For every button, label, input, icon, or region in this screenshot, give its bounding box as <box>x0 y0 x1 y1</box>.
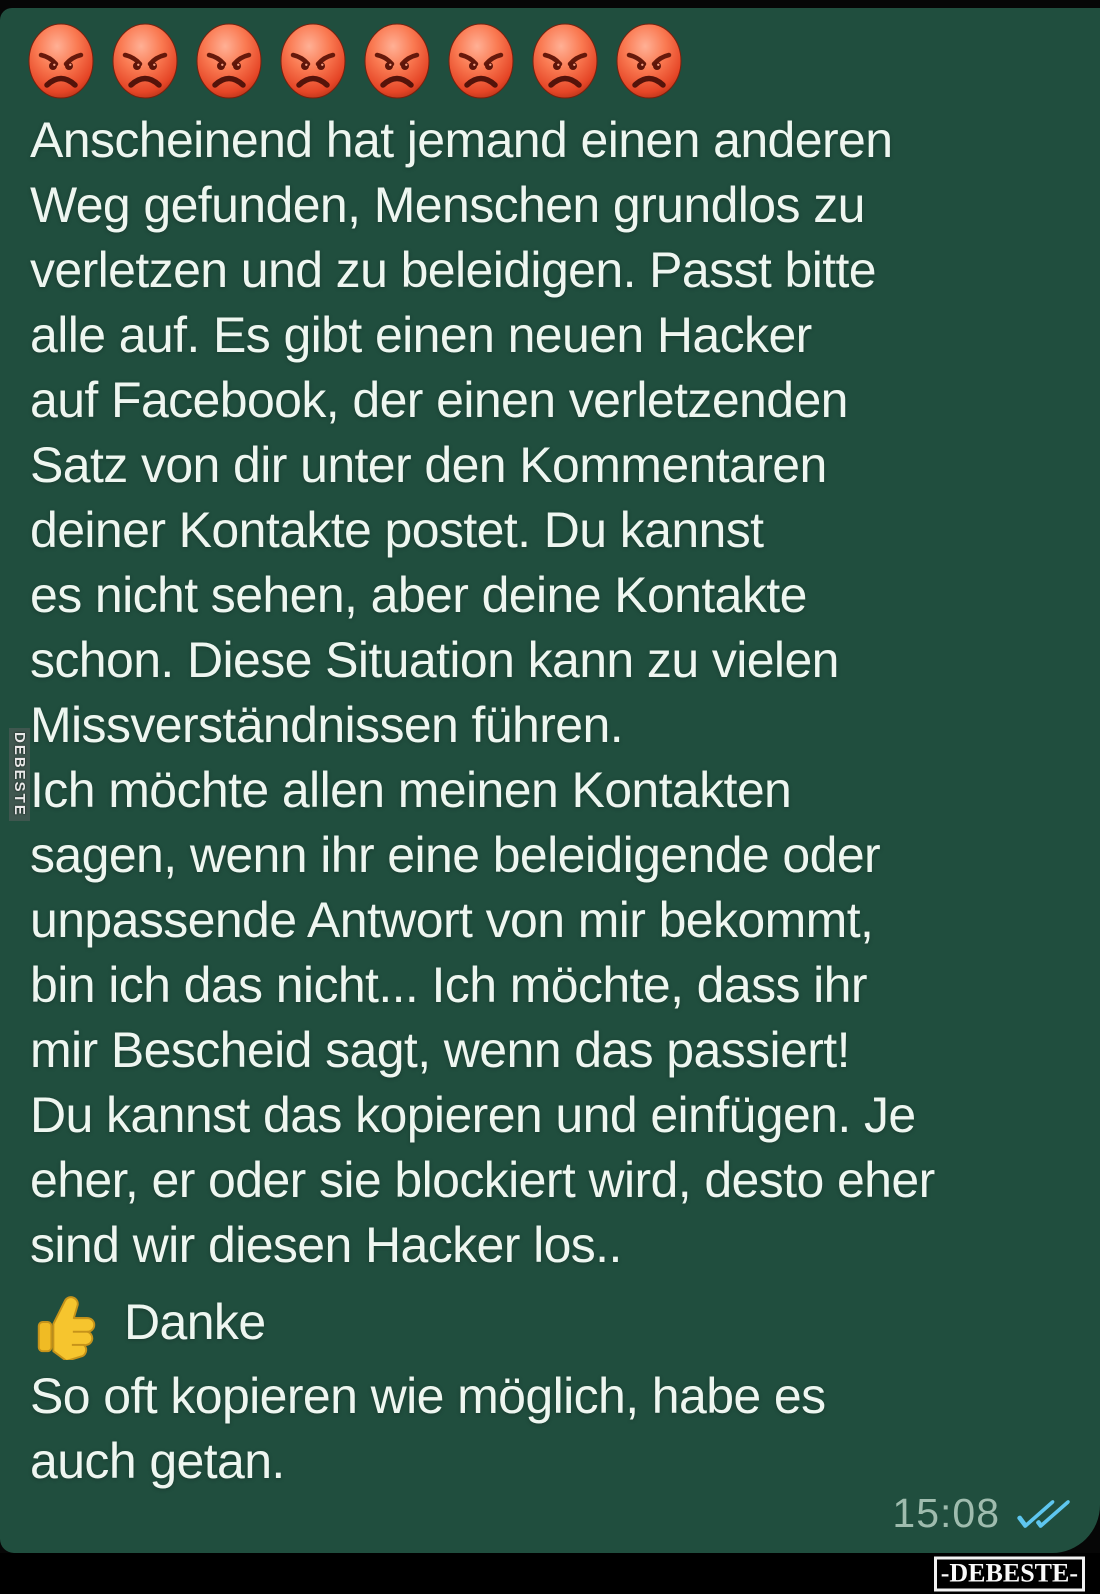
thanks-label: Danke <box>124 1294 266 1350</box>
message-bubble <box>0 8 1100 1553</box>
angry-face-emoji <box>110 18 180 102</box>
message-meta <box>892 1490 1072 1537</box>
bottom-bar <box>0 1553 1100 1594</box>
message-line: So oft kopieren wie möglich, habe es <box>30 1368 826 1424</box>
message-line: es nicht sehen, aber deine Kontakte <box>30 567 807 623</box>
message-body <box>30 108 1072 1494</box>
angry-emoji-row <box>26 18 1072 102</box>
angry-face-emoji <box>26 18 96 102</box>
angry-face-emoji <box>530 18 600 102</box>
message-line: alle auf. Es gibt einen neuen Hacker <box>30 307 812 363</box>
message-line: auf Facebook, der einen verletzenden <box>30 372 848 428</box>
angry-face-emoji <box>446 18 516 102</box>
timestamp: 15:08 <box>892 1490 1000 1536</box>
message-line: Missverständnissen führen. <box>30 697 624 753</box>
message-line: verletzen und zu beleidigen. Passt bitte <box>30 242 876 298</box>
angry-face-emoji <box>278 18 348 102</box>
double-check-icon <box>1014 1495 1072 1533</box>
angry-face-emoji <box>614 18 684 102</box>
message-line: deiner Kontakte postet. Du kannst <box>30 502 764 558</box>
message-line: Ich möchte allen meinen Kontakten <box>30 762 792 818</box>
side-watermark: DEBESTE <box>9 728 30 821</box>
message-line: Du kannst das kopieren und einfügen. Je <box>30 1087 916 1143</box>
message-line: unpassende Antwort von mir bekommt, <box>30 892 874 948</box>
angry-face-emoji <box>194 18 264 102</box>
message-line: Weg gefunden, Menschen grundlos zu <box>30 177 865 233</box>
message-line: sagen, wenn ihr eine beleidigende oder <box>30 827 881 883</box>
message-line: eher, er oder sie blockiert wird, desto eher <box>30 1152 935 1208</box>
message-line: schon. Diese Situation kann zu vielen <box>30 632 839 688</box>
message-line: bin ich das nicht... Ich möchte, dass ihr <box>30 957 867 1013</box>
message-line: sind wir diesen Hacker los.. <box>30 1217 622 1273</box>
debeste-logo: -DEBESTE- <box>934 1556 1085 1591</box>
thumbs-up-emoji <box>30 1284 104 1360</box>
message-line: Satz von dir unter den Kommentaren <box>30 437 827 493</box>
message-line: Anscheinend hat jemand einen anderen <box>30 112 893 168</box>
thanks-row <box>30 1280 1072 1364</box>
message-line: auch getan. <box>30 1433 285 1489</box>
message-line: mir Bescheid sagt, wenn das passiert! <box>30 1022 850 1078</box>
angry-face-emoji <box>362 18 432 102</box>
